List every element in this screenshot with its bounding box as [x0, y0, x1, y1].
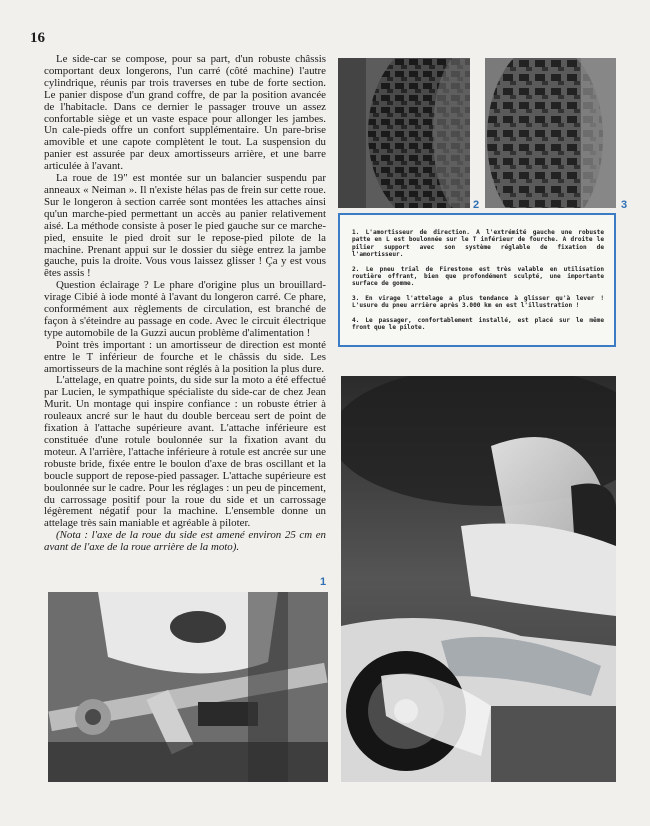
- article-paragraph: L'attelage, en quatre points, du side sur la moto a été effectué par Lucien, le sympathique spécialiste du side-car de chez Jean Murit. Un montage qui inspire confiance : un robuste étrier à rouleaux ancré sur le haut du double berceau sert de point de fixation à l'attache supérieure avant. L'attache inférieure est constituée d'une rotule boulonnée sur la fixation avant du moteur. A l'arrière, l'attache inférieure à rotule est ancrée sur une robuste bride, fixée entre le boulon d'axe de bras oscillant et la boucle support de repose-pied passager. L'attache supérieure est boulonnée sur le cadre. Pour les réglages : un peu de pincement, du carrossage positif pour la roue du side et un carrossage légèrement négatif pour la machine. L'ensemble donne un attelage très sain maniable et agréable à piloter.: [44, 374, 326, 530]
- photo-number: 1: [320, 576, 327, 588]
- article-paragraph: Point très important : un amortisseur de direction est monté entre le T inférieur de fourche et le châssis du side. Les amortisseurs de la machine sont réglés à la position la plus dure.: [44, 338, 326, 375]
- article-paragraph: La roue de 19" est montée sur un balancier suspendu par anneaux « Neiman ». Il n'existe hélas pas de frein sur cette roue. Sur le longeron à section carrée sont montées les attaches ainsi qu'un marche-pied permettant un accès au panier relativement aisé. La méthode consiste à poser le pied gauche sur ce marche-pied, ensuite le pied droit sur le repose-pied pilote de la machine. Prenant appui sur le dossier du siège entrez la jambe gauche, puis la droite. Vous vous laissez glisser ! Ça y est vous êtes assis !: [44, 172, 326, 280]
- photo-sidecar-passenger: [341, 376, 616, 782]
- article-note: (Nota : l'axe de la roue du side est amené environ 25 cm en avant de l'axe de la roue arrière de la moto).: [44, 529, 326, 554]
- photo-number: 2: [473, 199, 480, 211]
- caption-item: 1. L'amortisseur de direction. A l'extrémité gauche une robuste patte en L est boulonnée sur le T inférieur de fourche. A droite le pilier support avec son système réglable de fixation de l'amortisseur.: [352, 229, 604, 259]
- caption-item: 4. Le passager, confortablement installé, est placé sur le même front que le pilote.: [352, 316, 604, 332]
- caption-item: 3. En virage l'attelage a plus tendance à glisser qu'à lever ! L'usure du pneu arrière après 3.000 km en est l'illustration !: [352, 294, 604, 310]
- article-paragraph: Le side-car se compose, pour sa part, d'un robuste châssis comportant deux longerons, l'un carré (côté machine) l'autre cylindrique, réunis par trois traverses en tube de forte section. Le panier dispose d'un grand coffre, de par la position avancée de l'habitacle. Dans ce dernier le passager trouve un assez confortable siège et un vaste espace pour allonger les jambes. Un cale-pieds offre un confort supplémentaire. Un pare-brise amovible et une capote complètent le tout. La suspension du panier est assurée par deux amortisseurs arrière, et une barre articulée à l'avant.: [44, 53, 326, 173]
- captions-box: [338, 213, 616, 347]
- photo-number: 3: [621, 199, 628, 211]
- photo-worn-tyre: [485, 58, 616, 208]
- photo-tyre-tread: [338, 58, 470, 208]
- caption-item: 2. Le pneu trial de Firestone est très valable en utilisation routière offrant, bien que profondément sculpté, une importante surface de gomme.: [352, 265, 604, 288]
- article-paragraph: Question éclairage ? Le phare d'origine plus un brouillard-virage Cibié à iode monté à l'avant du longeron carré. Ce phare, conformément aux règlements de circulation, est branché de façon à s'éteindre au passage en code. Avec le circuit électrique type automobile de la Guzzi aucun problème d'alimentation !: [44, 279, 326, 339]
- photo-steering-damper: [48, 592, 328, 782]
- page-number: 16: [30, 30, 45, 46]
- article-body: [44, 54, 326, 554]
